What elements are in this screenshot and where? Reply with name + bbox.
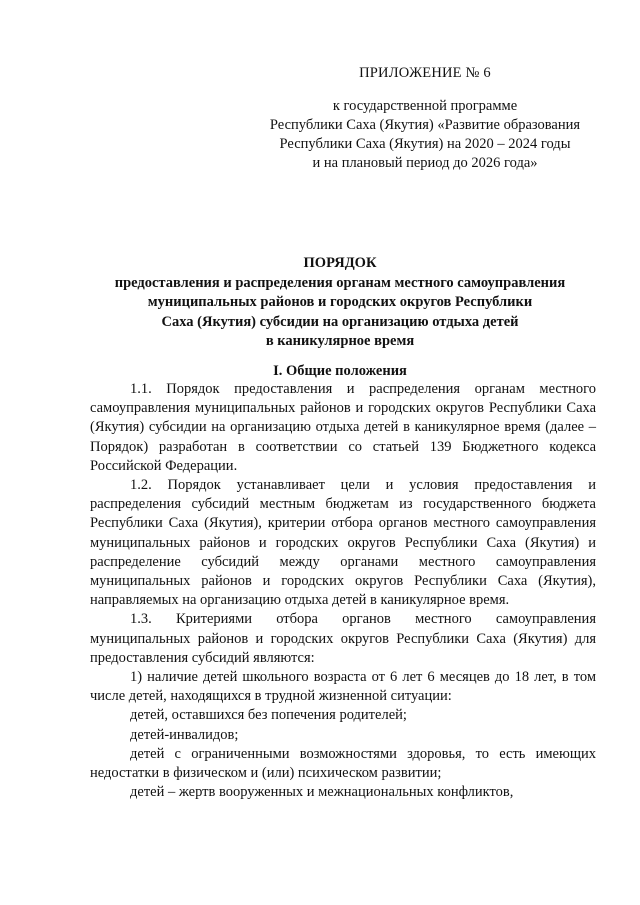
- document-title-block: [80, 254, 600, 352]
- paragraph-1-2: 1.2. Порядок устанавливает цели и условия предоставления и распределения субсидий местным бюджетам из государственного бюджета Республики Саха (Якутия), критерии отбора органов местного самоуправления муниципальных районов и городских округов Республики Саха (Якутия) и распределение субсидий между органами местного самоуправления муниципальных районов и городских округов Республики Саха (Якутия), направляемых на организацию отдыха детей в каникулярное время.: [90, 477, 596, 609]
- appendix-line: и на плановый период до 2026 года»: [312, 155, 538, 171]
- appendix-line: к государственной программе: [332, 98, 518, 114]
- appendix-title: ПРИЛОЖЕНИЕ № 6: [359, 65, 491, 81]
- document-subtitle-line: предоставления и распределения органам местного самоуправления: [114, 274, 566, 291]
- document-subtitle-line: Саха (Якутия) субсидии на организацию отдыха детей: [161, 313, 519, 330]
- section-body: [90, 380, 596, 802]
- appendix-line: Республики Саха (Якутия) на 2020 – 2024 годы: [279, 136, 571, 152]
- criterion-item: детей с ограниченными возможностями здоровья, то есть имеющих недостатки в физическом и (или) психическом развитии;: [90, 745, 596, 782]
- paragraph-1-1: 1.1. Порядок предоставления и распределения органам местного самоуправления муниципальных районов и городских округов Республики Саха (Якутия) субсидии на организацию отдыха детей в каникулярное время (далее – Порядок) разработан в соответствии со статьей 139 Бюджетного кодекса Российской Федерации.: [90, 381, 596, 474]
- section-heading: I. Общие положения: [273, 363, 407, 379]
- criterion-item: 1) наличие детей школьного возраста от 6 лет 6 месяцев до 18 лет, в том числе детей, находящихся в трудной жизненной ситуации:: [90, 669, 596, 705]
- criterion-item: детей – жертв вооруженных и межнациональных конфликтов,: [130, 784, 514, 801]
- paragraph-1-3: 1.3. Критериями отбора органов местного самоуправления муниципальных районов и городских округов Республики Саха (Якутия) для предоставления субсидий являются:: [90, 611, 596, 666]
- appendix-line: Республики Саха (Якутия) «Развитие образования: [269, 117, 581, 133]
- document-subtitle-line: в каникулярное время: [265, 333, 415, 349]
- criterion-item: детей, оставшихся без попечения родителей;: [130, 707, 407, 724]
- appendix-header: [240, 64, 610, 173]
- document-subtitle-line: муниципальных районов и городских округов Республики: [147, 294, 533, 310]
- document-title: ПОРЯДОК: [303, 255, 377, 271]
- criterion-item: детей-инвалидов;: [130, 726, 239, 743]
